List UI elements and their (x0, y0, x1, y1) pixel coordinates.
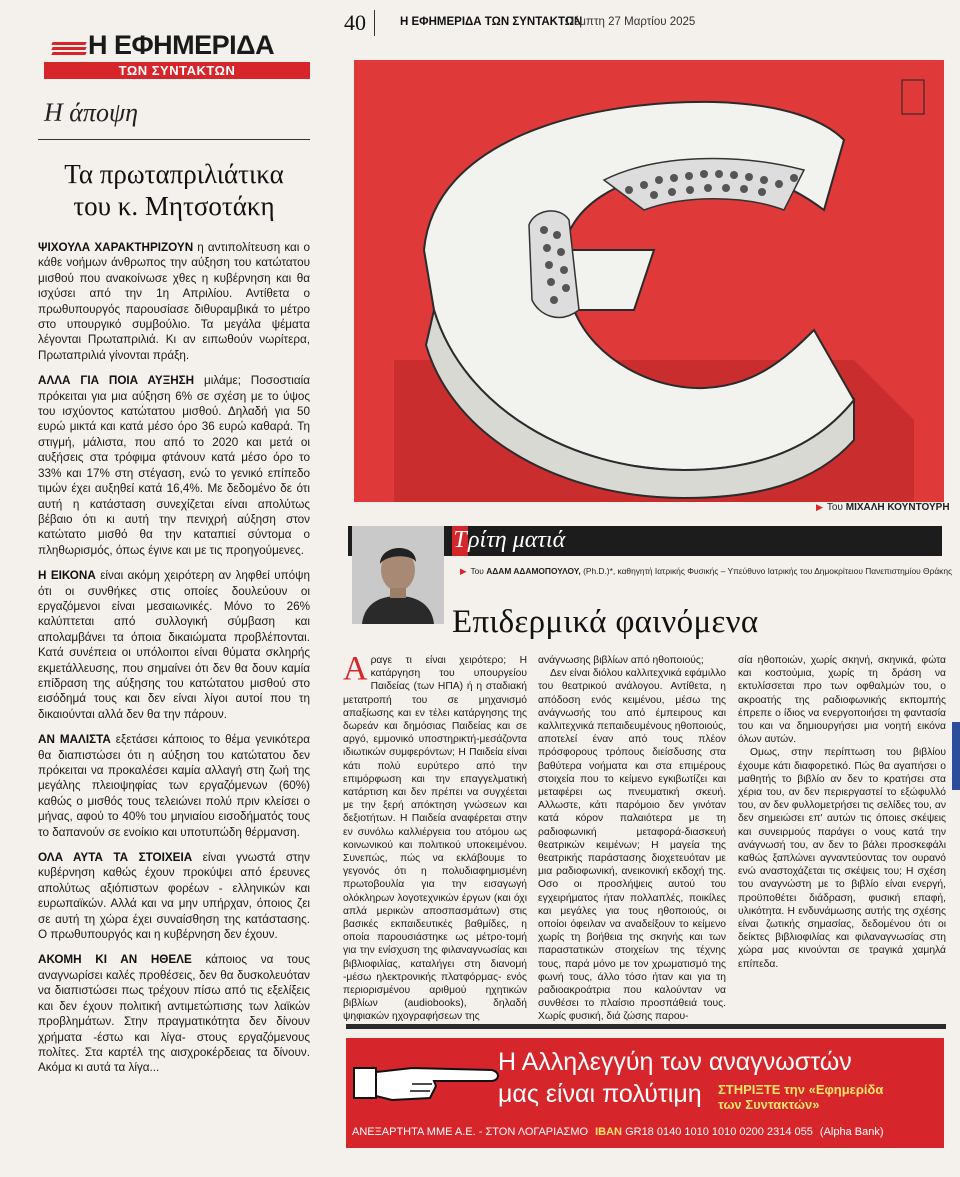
article-column-1 (343, 650, 527, 1024)
newspaper-logo (38, 10, 310, 82)
author-portrait (352, 526, 444, 624)
cartoon (354, 60, 944, 502)
paragraph-text: ραγε τι είναι χειρότερο; Η κατάργηση του υπουργείου Παιδείας (των ΗΠΑ) ή η σταδιακή μετατροπή του σε μηχανισμό απαξίωσης και εν τέλει κατάργησης της δωρεάν και δημόσιας Παιδείας και σε αργό, εμμονικό υποστηρικτή-μεσάζοντα ιδιωτικών συμφερόντων; Η Παιδεία είναι κάτι πολύ ευρύτερο από την επιμόρφωση και την επαγγελματική κατάρτιση και δεν πρέπει να συγχέεται με την ξερή απόκτηση γνώσεων και δεξιοτήτων. Η Παιδεία αναφέρεται στην εν συνόλω καλλιέργεια του ατόμου ως κοινωνικού και πολιτικού υποκειμένου. Συνεπώς, πώς να εκλάβουμε το γεγονός ότι η πολυδιαφημισμένη πρωτοβουλία για την εισαγωγή ολόκληρων λογοτεχνικών έργων (και όχι απλά μερικών αποσπασμάτων) στις βασικές εκπαιδευτικές βαθμίδες, η οποία παρουσιάστηκε ως μέτρο-τομή για την ενίσχυση της φιλαναγνωσίας και βιβλιοφιλίας, καταλήγει στη διανομή -μέσω ηλεκτρονικής πλατφόρμας- ενός περιορισμένου αριθμού ηχητικών βιβλίων (audiobooks), δηλαδή ψηφιακών ηχογραφήσεων της (343, 655, 527, 1023)
paragraph-lead: ΑΝ ΜΑΛΙΣΤΑ (38, 733, 111, 747)
author-photo-image (352, 526, 444, 624)
triangle-bullet-icon: ▶ (816, 502, 823, 512)
author-byline (460, 566, 952, 576)
article-paragraph (343, 650, 527, 1024)
column-name (452, 527, 565, 554)
opinion-paragraph (38, 240, 310, 363)
page-edge-tab (952, 722, 960, 790)
paragraph-lead: ΨΙΧΟΥΛΑ ΧΑΡΑΚΤΗΡΙΖΟΥΝ (38, 241, 194, 254)
article-column-3 (738, 654, 946, 971)
header-date: Πέμπτη 27 Μαρτίου 2025 (566, 16, 696, 28)
author-description: (Ph.D.)*, καθηγητή Ιατρικής Φυσικής – Υπεύθυνο Ιατρικής του Δημοκρίτειου Πανεπιστημίου Θράκης (583, 566, 953, 576)
article-paragraph: Δεν είναι διόλου καλλιτεχνικά εφάμιλλο του θεατρικού ανάλογου. Αντίθετα, η απόδοση ενός κειμένου, μέσω της ανάγνωσής του από έμπειρους και καλλιτεχνικά πεπαιδευμένους ηθοποιούς, αποτελεί έναν από τους πλέον πρόσφορους τρόπους διείσδυσης στα βαθύτερα νοήματα και στα επιμέρους στοιχεία που το κείμενο εγκιβωτίζει και μεταφέρει ως πνευματική σκευή. Αλλωστε, κάτι παρόμοιο δεν γινόταν κατά κόρον παλαιότερα με τη ραδιοφωνική μεταφορά-διασκευή θεατρικών κειμένων; Η μαγεία της θεατρικής παράστασης διοχετευόταν με μια ραδιοφωνική, ανεικονική εκδοχή της. Οσο οι προσλήψεις αυτού του εγχειρήματος ήταν πολλαπλές, ποικίλες και μεγάλες για τους ηθοποιούς, οι οποίοι όφειλαν να αναδείξουν το κείμενο χωρίς τη βοήθεια της σκηνής και των παραστατικών στοιχείων της τέχνης τους, παρά μόνο με τον χρωματισμό της φωνή τους, άλλο τόσο ήταν και για τη ραδιοακροάτρια που καλούνταν να συνθέσει το πλαίσιο προσπάθειά τους. Χωρίς φυσική, διά ζώσης παρου- (538, 668, 726, 1023)
ad-bank-name: (Alpha Bank) (819, 1126, 884, 1138)
opinion-paragraph (38, 850, 310, 942)
article-column-2 (538, 654, 726, 1024)
opinion-paragraph (38, 732, 310, 840)
paragraph-lead: ΑΚΟΜΗ ΚΙ ΑΝ ΗΘΕΛΕ (38, 953, 192, 967)
ad-bank-details (352, 1126, 938, 1138)
page-header (344, 10, 944, 38)
article-title: Επιδερμικά φαινόμενα (452, 604, 759, 640)
page-number: 40 (344, 10, 375, 36)
logo-subtitle: ΤΩΝ ΣΥΝΤΑΚΤΩΝ (44, 62, 310, 79)
ad-support-text (718, 1082, 883, 1112)
header-paper-name: Η ΕΦΗΜΕΡΙΔΑ ΤΩΝ ΣΥΝΤΑΚΤΩΝ (400, 16, 583, 28)
section-label: Η άποψη (38, 98, 310, 140)
ad-support-line2: των Συντακτών» (718, 1097, 820, 1112)
opinion-body (38, 240, 310, 1076)
paragraph-text: μιλάμε; Ποσοστιαία πρόκειται για μια αύξηση 6% σε σχέση με το ύψος του ισχύοντος κατώτατου μισθού. Δηλαδή για 50 ευρώ μικτά και κατά μέσο όρο 36 ευρώ καθαρά. Τη στιγμή, μάλιστα, που από το 2020 και μετά οι αυξήσεις στα τρόφιμα φτάνουν κατά μέσο όρο το 33% και 17% στη στέγαση, ενώ το γενικό επίπεδο τιμών έχει αυξηθεί κατά 16,4%. Με δεδομένο δε ότι αυτή η κατάσταση συνεχίζεται είναι απολύτως βέβαιο ότι κι αυτή την πενιχρή αύξηση στον κατώτατο μισθό θα την καταπιεί σύντομα ο πληθωρισμός, όπως έγινε και με τις προηγούμενες. (38, 374, 310, 557)
opinion-paragraph (38, 952, 310, 1075)
opinion-title-line1: Τα πρωταπριλιάτικα (64, 159, 284, 189)
article-paragraph: Ομως, στην περίπτωση του βιβλίου έχουμε κάτι διαφορετικό. Πώς θα αγαπήσει ο μαθητής το βιβλίο αν δεν το κρατήσει στα χέρια του, αν δεν περιεργαστεί το εξώφυλλό του, αν δεν φυλλομετρήσει τις σελίδες του, αν δεν σημειώσει επ' αυτών τις όποιες σκέψεις και συνειρμούς παράγει ο νους κατά την ανάγνωσή του, αν δεν το βάλει προσκεφάλι καθώς ξαπλώνει αγναντεύοντας τον ουρανό ενώ αναστοχάζεται τις σκέψεις του; Η σχέση του αναγνώστη με το βιβλίο είναι ενεργή, προϋποθέτει διάδραση, φυσική επαφή, υλικότητα. Η ενδυνάμωσης αυτής της σχέσης είναι ζωτικής σημασίας, δεδομένου ότι οι δείκτες βιβλιοφιλίας και φιλαναγνωσίας στη χώρα μας κινούνται σε τραγικά χαμηλά επίπεδα. (738, 747, 946, 970)
opinion-paragraph (38, 373, 310, 558)
column-name-initial: Τ (453, 527, 467, 553)
ad-headline-line1: Η Αλληλεγγύη των αναγνωστών (498, 1048, 852, 1076)
credit-prefix: Του (826, 502, 843, 513)
triangle-bullet-icon: ▶ (460, 566, 467, 576)
paragraph-text: εξετάσει κάποιος το θέμα γενικότερα θα διαπιστώσει ότι η αύξηση του κατώτατου δεν πρόκειται να προκαλέσει καμία αλλαγή στη ζωή της μεγάλης πλειοψηφίας των εργαζόμενων (60%) καθώς ο μισθός τους τελειώνει πολύ πριν κλείσει ο μήνας, αφού το 40% του μηνιαίου εισοδήματός τους το δαπανούν σε ενοίκιο και υποτυπώδη θέρμανση. (38, 733, 310, 839)
ad-iban: GR18 0140 1010 1010 0200 2314 055 (625, 1126, 813, 1138)
paragraph-text: είναι ακόμη χειρότερη αν ληφθεί υπόψη ότι οι συνθήκες στις οποίες δουλεύουν οι εργαζόμενοι είναι μεσαιωνικές. Μόνο το 26% καλύπτεται από συλλογική σύμβαση και απολαμβάνει τα όποια δικαιώματα προβλέπονται. Κατά συνέπεια οι υπόλοιποι είναι θύματα σκληρής εκμετάλλευσης, που σημαίνει ότι δεν θα δουν καμία επίδραση της αύξησης του κατώτατου μισθού στο εισόδημά τους και δεν είναι λίγοι αυτοί που τη δικαιούνται αλλά δεν θα την πάρουν. (38, 569, 310, 721)
article-paragraph: ανάγνωσης βιβλίων από ηθοποιούς; (538, 655, 704, 666)
cartoon-euro-sign-illustration (354, 60, 944, 502)
pointing-hand-icon (352, 1054, 502, 1110)
solidarity-ad[interactable] (346, 1038, 944, 1148)
cartoon-credit (816, 502, 950, 513)
logo-stripes-icon (52, 40, 86, 60)
opinion-paragraph (38, 568, 310, 722)
paragraph-text: κάποιος να τους αναγνωρίσει καλές προθέσεις, δεν θα δυσκολευόταν να διαπιστώσει πως τρέχουν πίσω από τις εξελίξεις και δεν έχουν πολιτική αντιμετώπισης των λαϊκών προβλημάτων. Στην πραγματικότητα δεν δίνουν χρήματα -έστω και λίγα- στους εργαζόμενους πολίτες. Στα καρτέλ της αισχροκέρδειας τα δίνουν. Ακόμα κι αυτά τα λίγα... (38, 953, 310, 1075)
paragraph-text: η αντιπολίτευση και ο κάθε νοήμων άνθρωπος την αύξηση του κατώτατου μισθού που ανακοίνωσε χθες η κυβέρνηση και θα ισχύσει από την 1η Απριλίου. Αντίθετα ο πρωθυπουργός παρουσίασε διθυραμβικά το μέτρο στο υπουργικό συμβούλιο. Τα μεγάλα ψέματα λέγονται Πρωταπριλιά. Κι αν ειπωθούν νωρίτερα, Πρωταπριλιά γίνονται πράξη. (38, 241, 310, 362)
ad-headline-line2: μας είναι πολύτιμη (498, 1080, 702, 1108)
opinion-column (38, 10, 310, 1130)
paragraph-lead: ΟΛΑ ΑΥΤΑ ΤΑ ΣΤΟΙΧΕΙΑ (38, 851, 193, 865)
paragraph-lead: Η ΕΙΚΟΝΑ (38, 569, 96, 583)
opinion-title (38, 158, 310, 222)
paragraph-lead: ΑΛΛΑ ΓΙΑ ΠΟΙΑ ΑΥΞΗΣΗ (38, 374, 195, 388)
article-paragraph: σία ηθοποιών, χωρίς σκηνή, σκηνικά, φώτα και κοστούμια, χωρίς τη δράση να εκτυλίσσεται προ των οφθαλμών του, ο ακροατής της ραδιοφωνικής εκπομπής έπρεπε ο ίδιος να ενεργοποιήσει τη φαντασία του και να δημιουργήσει μια νοητή εικόνα όλων αυτών. (738, 655, 946, 746)
column-name-rest: ρίτη ματιά (468, 527, 566, 553)
ad-support-line1: ΣΤΗΡΙΞΤΕ την «Εφημερίδα (718, 1082, 884, 1097)
author-name: ΑΔΑΜ ΑΔΑΜΟΠΟΥΛΟΥ, (486, 566, 581, 576)
paragraph-text: είναι γνωστά στην κυβέρνηση καθώς έχουν προκύψει από έρευνες απολύτως αξιόπιστων φορέων - ελληνικών και ευρωπαϊκών. Αλλά και να μην υπήρχαν, όποιος ζει σε αυτή τη χώρα έχει συναίσθηση της κατάστασης. Ο πρωθυπουργός και η κυβέρνηση δεν έχουν. (38, 851, 310, 942)
ad-iban-label: IBAN (595, 1126, 622, 1138)
drop-cap: Α (343, 650, 368, 687)
ad-bank-text: ΑΝΕΞΑΡΤΗΤΑ ΜΜΕ Α.Ε. - ΣΤΟΝ ΛΟΓΑΡΙΑΣΜΟ (352, 1126, 589, 1138)
credit-name: ΜΙΧΑΛΗ ΚΟΥΝΤΟΥΡΗ (845, 502, 950, 513)
section-divider (346, 1024, 946, 1029)
author-prefix: Του (470, 566, 484, 576)
opinion-title-line2: του κ. Μητσοτάκη (73, 191, 275, 221)
logo-title: Η ΕΦΗΜΕΡΙΔΑ (88, 30, 275, 60)
